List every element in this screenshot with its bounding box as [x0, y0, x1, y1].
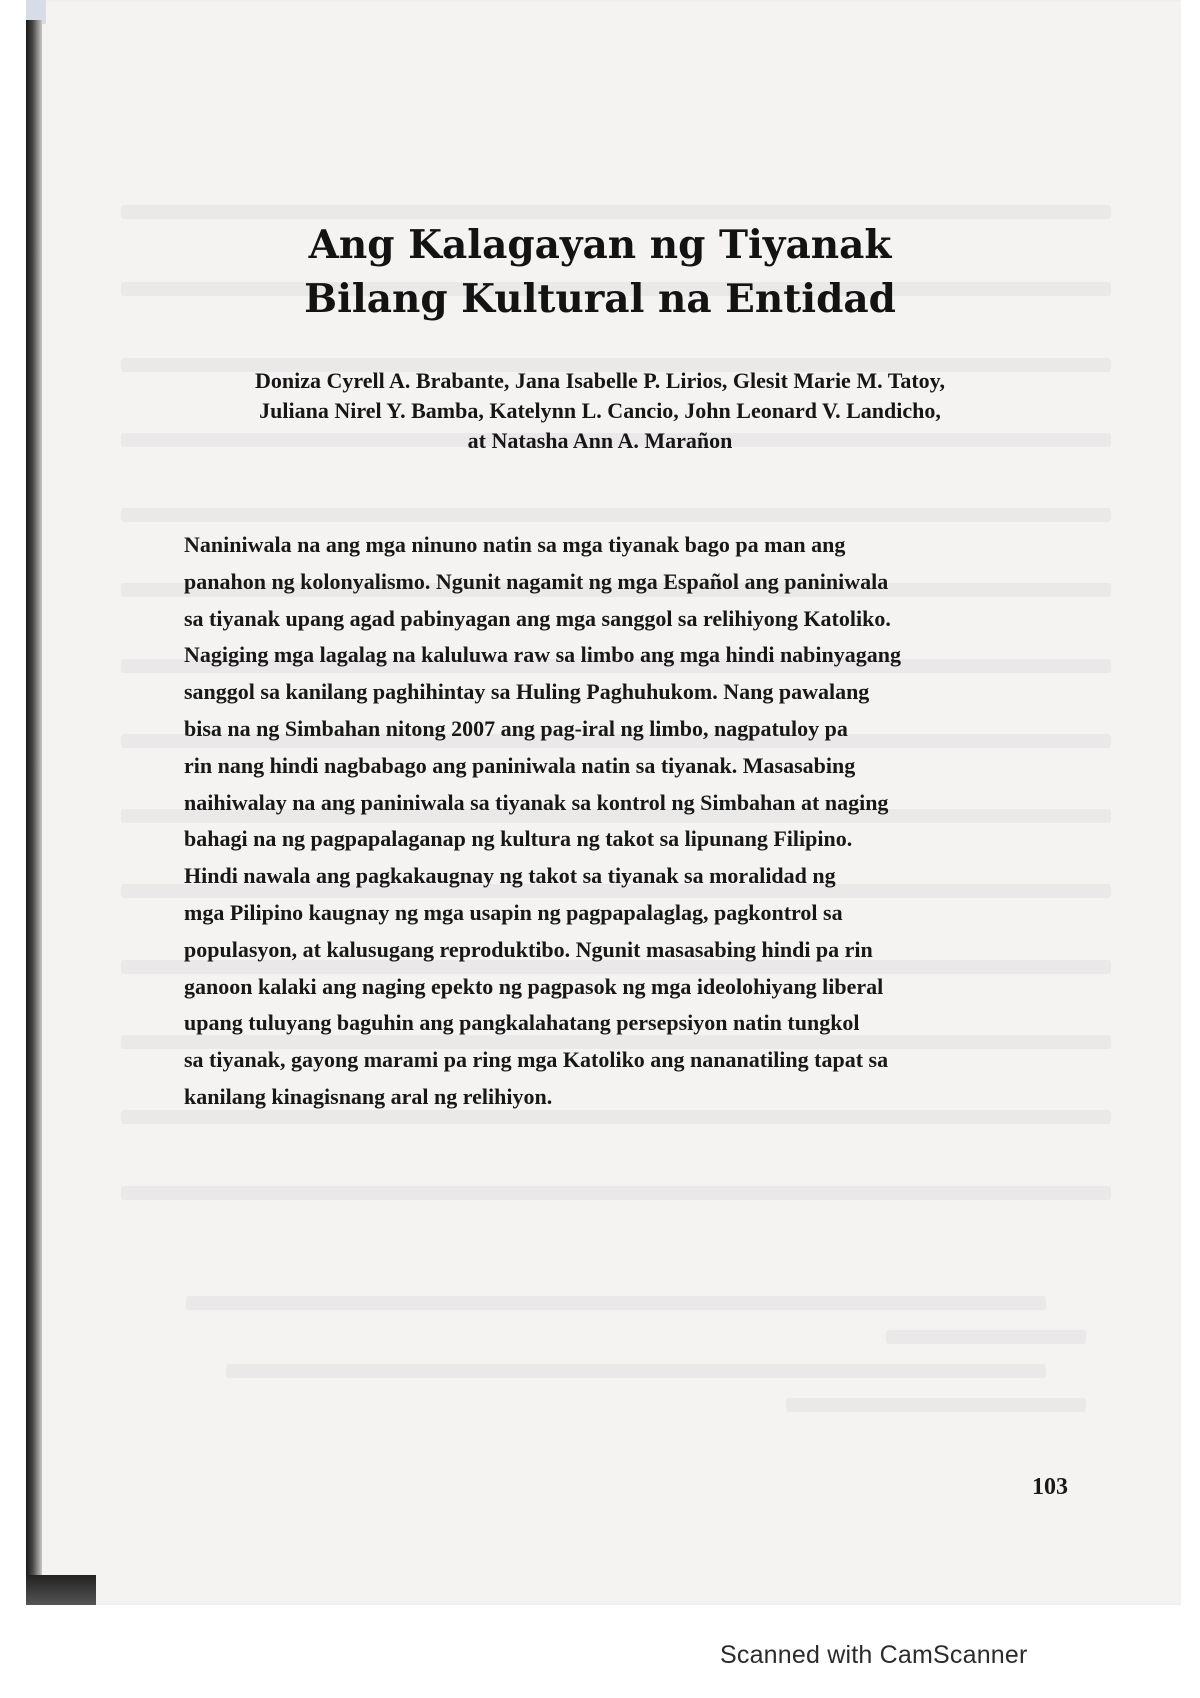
paragraph-line: Nagiging mga lagalag na kaluluwa raw sa limbo ang mga hindi nabinyagang [184, 642, 901, 668]
title-line: Bilang Kultural na Entidad [304, 276, 896, 322]
author-line: at Natasha Ann A. Marañon [467, 428, 733, 453]
paragraph-line: Hindi nawala ang pagkakaugnay ng takot sa tiyanak sa moralidad ng [184, 863, 836, 889]
bleed-through-line [786, 1398, 1086, 1412]
paragraph-line: sanggol sa kanilang paghihintay sa Huling Paghuhukom. Nang pawalang [184, 679, 870, 705]
paragraph-line: populasyon, at kalusugang reproduktibo. Ngunit masasabing hindi pa rin [184, 936, 873, 962]
paragraph-line: rin nang hindi nagbabago ang paniniwala natin sa tiyanak. Masasabing [184, 752, 856, 778]
paragraph-line: mga Pilipino kaugnay ng mga usapin ng pagpapalaglag, pagkontrol sa [184, 899, 843, 925]
bleed-through-line [886, 1330, 1086, 1344]
paragraph-line: Naniniwala na ang mga ninuno natin sa mga tiyanak bago pa man ang [184, 532, 846, 557]
paragraph-line: sa tiyanak, gayong marami pa ring mga Katoliko ang nananatiling tapat sa [184, 1047, 889, 1073]
bleed-through-line [226, 1364, 1046, 1378]
paragraph-line: ganoon kalaki ang naging epekto ng pagpasok ng mga ideolohiyang liberal [184, 973, 884, 999]
paragraph-line: panahon ng kolonyalismo. Ngunit nagamit ng mga Español ang paniniwala [184, 568, 889, 594]
page-number: 103 [1032, 1474, 1068, 1500]
paragraph-line: sa tiyanak upang agad pabinyagan ang mga sanggol sa relihiyong Katoliko. [184, 605, 891, 631]
paragraph-line: upang tuluyang baguhin ang pangkalahatang persepsiyon natin tungkol [184, 1010, 860, 1036]
scan-corner-shadow [26, 1575, 96, 1605]
scanner-watermark: Scanned with CamScanner [720, 1641, 1028, 1669]
author-line: Juliana Nirel Y. Bamba, Katelynn L. Cancio, John Leonard V. Landicho, [259, 398, 941, 423]
paragraph-line: bisa na ng Simbahan nitong 2007 ang pag-iral ng limbo, nagpatuloy pa [184, 715, 848, 741]
abstract-paragraph [184, 527, 1004, 1116]
article-title [0, 218, 1200, 326]
paragraph-line: bahagi na ng pagpapalaganap ng kultura ng takot sa lipunang Filipino. [184, 826, 853, 852]
author-list [0, 366, 1200, 456]
author-line: Doniza Cyrell A. Brabante, Jana Isabelle P. Lirios, Glesit Marie M. Tatoy, [255, 368, 945, 393]
bleed-through-line [186, 1296, 1046, 1310]
bleed-through-line [121, 508, 1111, 522]
bleed-through-line [121, 1186, 1111, 1200]
title-line: Ang Kalagayan ng Tiyanak [308, 222, 892, 268]
bleed-through-line [121, 205, 1111, 219]
paragraph-line: kanilang kinagisnang aral ng relihiyon. [184, 1083, 553, 1109]
paragraph-line: naihiwalay na ang paniniwala sa tiyanak sa kontrol ng Simbahan at naging [184, 789, 889, 815]
